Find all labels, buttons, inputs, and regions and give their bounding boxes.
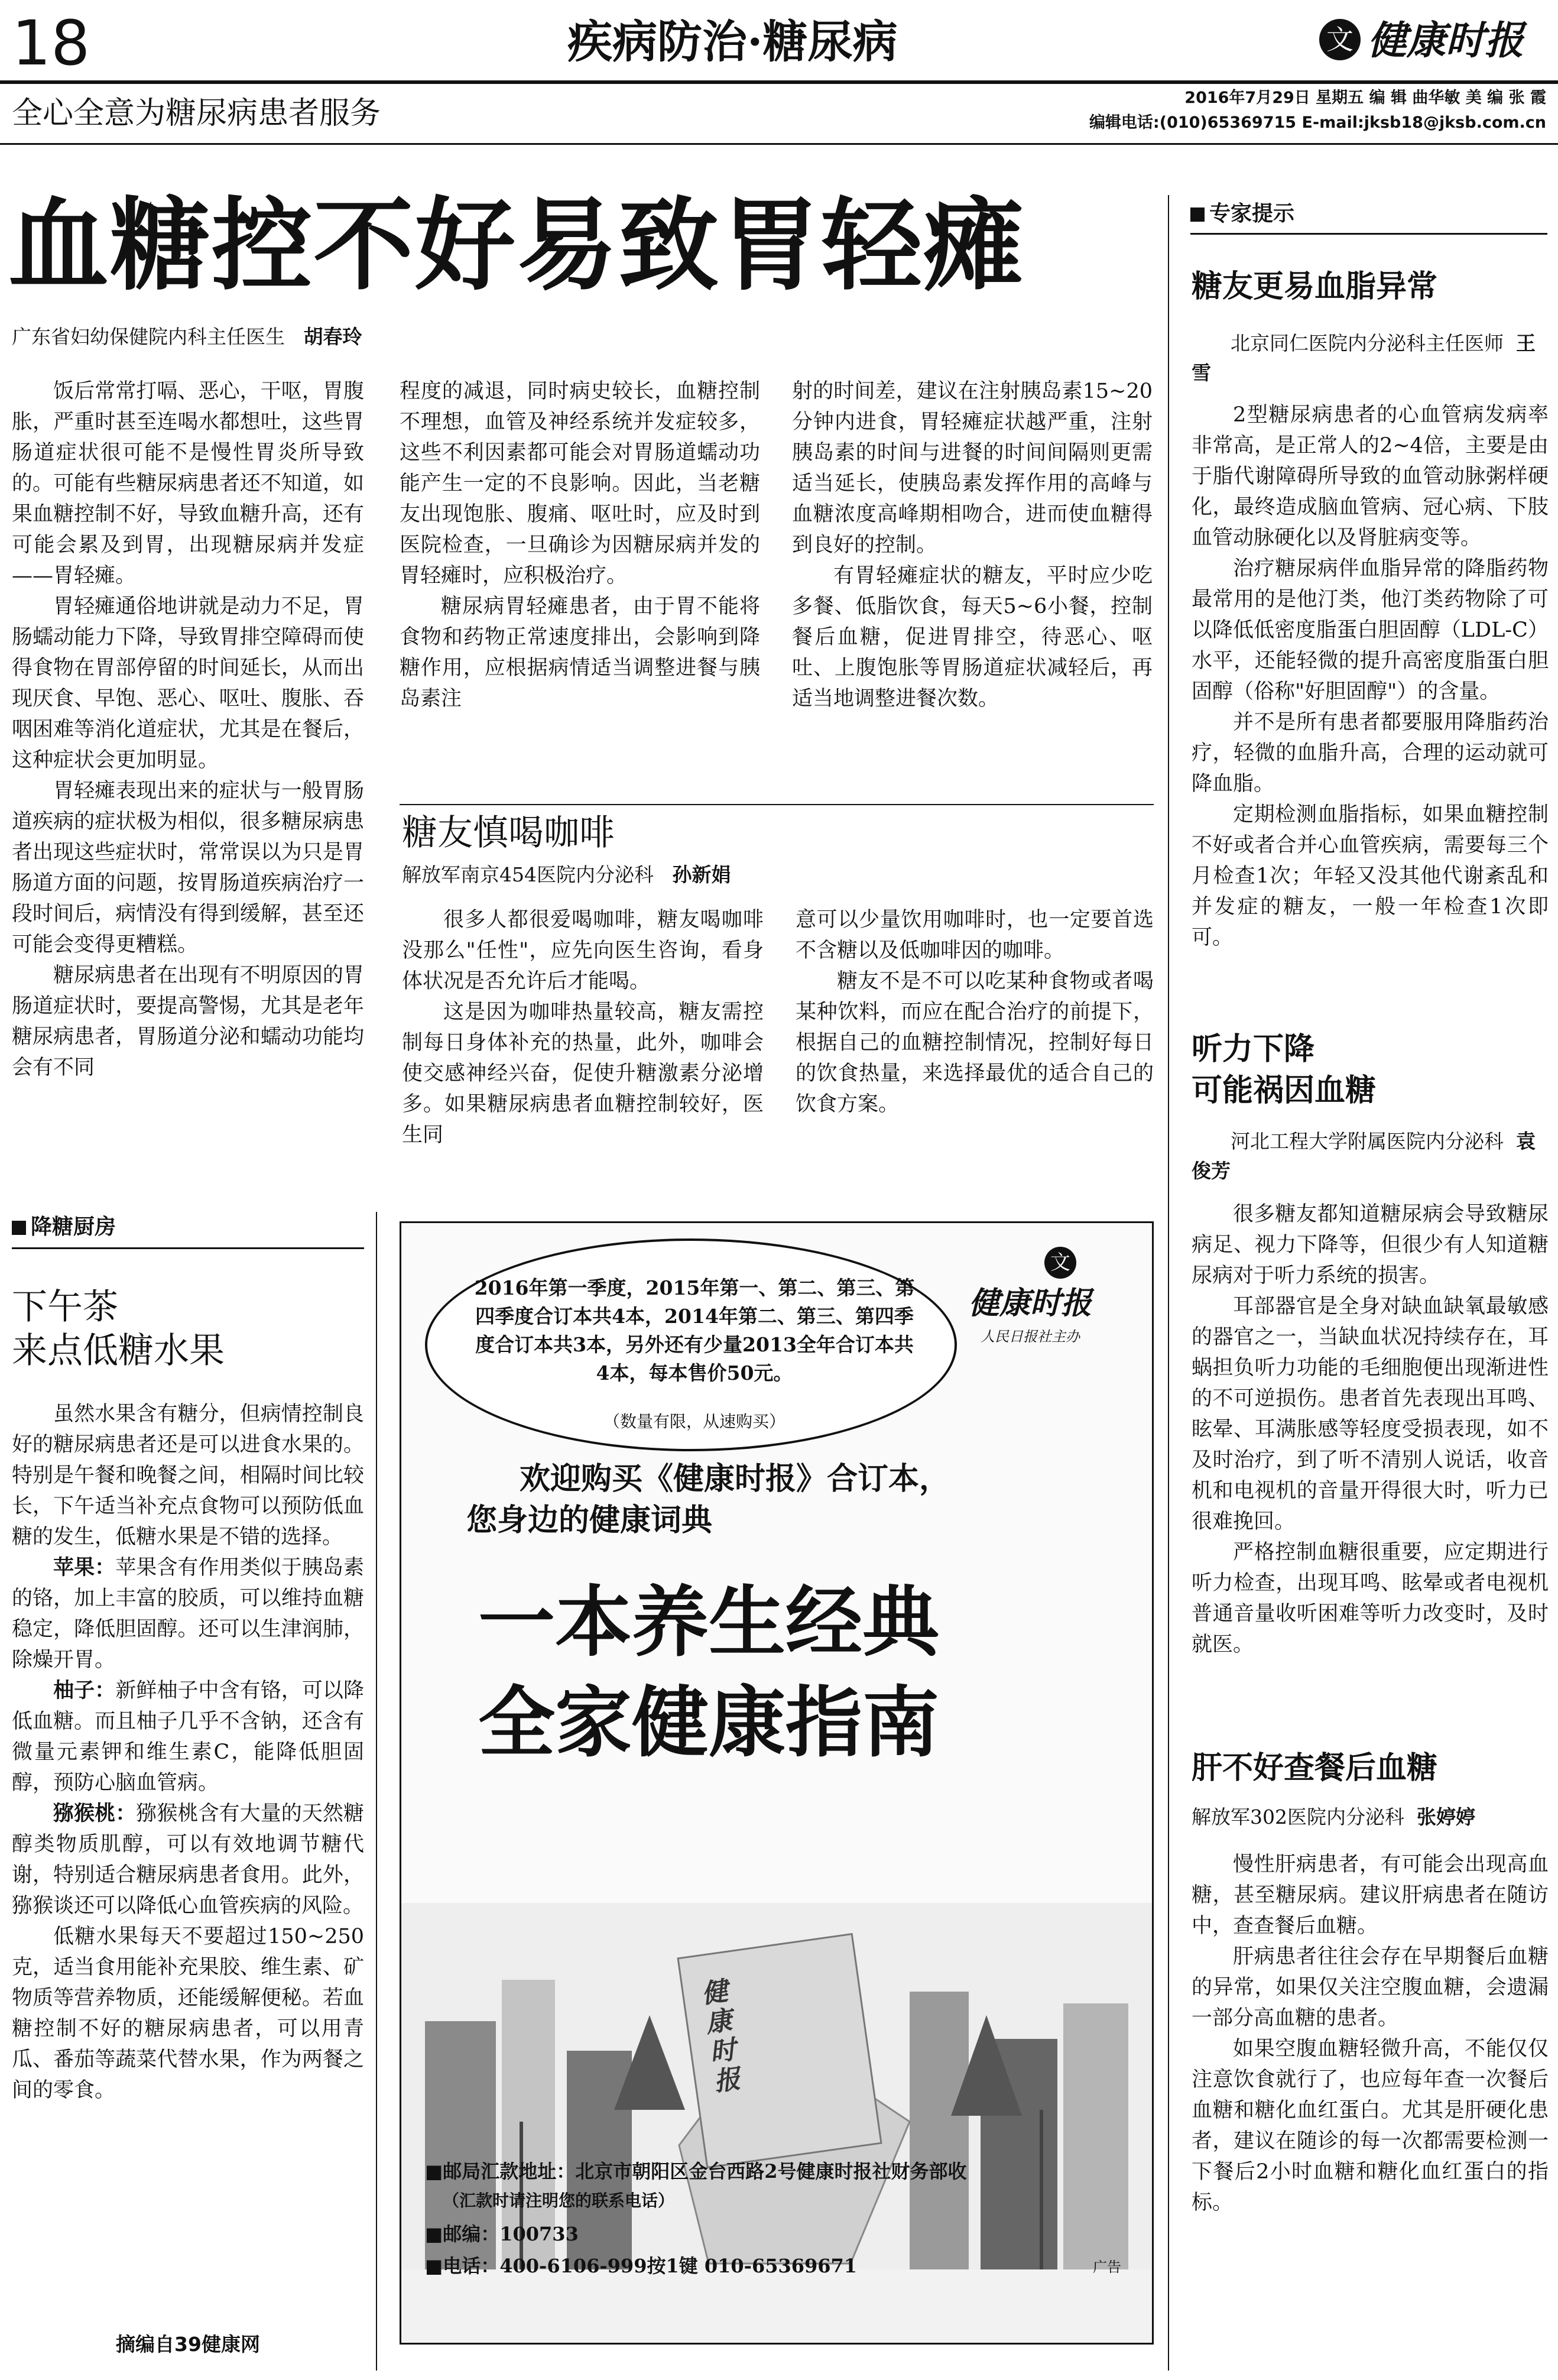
a3-affiliation: 解放军302医院内分泌科 <box>1192 1805 1404 1828</box>
ad-big-line2: 全家健康指南 <box>478 1677 940 1768</box>
ad-bubble-text: 2016年第一季度，2015年第一、第二、第三、第四季度合订本共4本，2014年第二、第三、第四季度合订本共3本，另外还有少量2013全年合订本共4本，每本售价50元。 <box>474 1276 915 1384</box>
coffee-para: 这是因为咖啡热量较高，糖友需控制每日身体补充的热量，此外，咖啡会使交感神经兴奋，促使升糖激素分泌增多。如果糖尿病患者血糖控制较好，医生同 <box>402 1000 764 1147</box>
a1-para: 2型糖尿病患者的心血管病发病率非常高，是正常人的2~4倍，主要是由于脂代谢障碍所导致的血管动脉粥样硬化，最终造成脑血管病、冠心病、下肢血管动脉硬化以及肾脏病变等。 <box>1192 403 1549 550</box>
lead-col-1 <box>12 376 364 1083</box>
coffee-col-2 <box>796 904 1154 1120</box>
lead-affiliation: 广东省妇幼保健院内科主任医生 <box>12 325 285 348</box>
issue-info: 2016年7月29日 星期五 编 辑 曲华敏 美 编 张 霞 <box>1184 89 1546 107</box>
kitchen-title-line2: 来点低糖水果 <box>12 1330 225 1371</box>
ad-address: ■邮局汇款地址：北京市朝阳区金台西路2号健康时报社财务部收 <box>425 2160 967 2183</box>
a2-author: 袁俊芳 <box>1192 1130 1536 1182</box>
coffee-title: 糖友慎喝咖啡 <box>402 812 615 854</box>
a3-para: 肝病患者往往会存在早期餐后血糖的异常，如果仅关注空腹血糖，会遗漏一部分高血糖的患者。 <box>1192 1945 1549 2030</box>
a3-para: 慢性肝病患者，有可能会出现高血糖，甚至糖尿病。建议肝病患者在随访中，查查餐后血糖。 <box>1192 1853 1549 1938</box>
slogan: 全心全意为糖尿病患者服务 <box>12 96 381 131</box>
ad-mark: 广告 <box>1093 2259 1121 2275</box>
ad-zip: ■邮编：100733 <box>425 2223 579 2245</box>
lead-headline: 血糖控不好易致胃轻瘫 <box>8 186 1025 304</box>
a2-title-line1: 听力下降 <box>1192 1032 1315 1067</box>
coffee-para: 意可以少量饮用咖啡时，也一定要首选不含糖以及低咖啡因的咖啡。 <box>796 908 1154 962</box>
expert-section-text: 专家提示 <box>1209 202 1295 226</box>
kitchen-section-label <box>12 1214 116 1240</box>
advertisement[interactable] <box>400 1221 1154 2345</box>
section-title: 疾病防治·糖尿病 <box>567 15 898 68</box>
ad-logo-sub: 人民日报社主办 <box>981 1328 1080 1345</box>
column-divider <box>1168 195 1169 2371</box>
masthead-bottom-rule <box>0 143 1558 145</box>
lead-author: 胡春玲 <box>303 325 362 348</box>
pomelo-label: 柚子： <box>53 1678 116 1703</box>
page-number: 18 <box>12 7 90 79</box>
contact-info: 编辑电话:(010)65369715 E-mail:jksb18@jksb.com.cn <box>1089 114 1546 132</box>
expert-section-label <box>1190 201 1294 227</box>
logo-emblem-icon: 文 <box>1319 19 1361 60</box>
kitchen-para-apple: 苹果：苹果含有作用类似于胰岛素的铬，加上丰富的胶质，可以维持血糖稳定，降低胆固醇。还可以生津润肺，除燥开胃。 <box>12 1555 364 1672</box>
a3-author: 张婷婷 <box>1416 1805 1475 1828</box>
lead-para: 程度的减退，同时病史较长，血糖控制不理想，血管及神经系统并发症较多，这些不利因素都可能会对胃肠道蠕动功能产生一定的不良影响。因此，当老糖友出现饱胀、腹痛、呕吐时，应及时到医院检查，一旦确诊为因糖尿病并发的胃轻瘫时，应积极治疗。 <box>400 380 760 588</box>
a1-para: 并不是所有患者都要服用降脂药治疗，轻微的血脂升高，合理的运动就可降血脂。 <box>1192 711 1549 796</box>
square-bullet-icon <box>12 1221 26 1235</box>
ad-bubble-note: （数量有限，从速购买） <box>603 1412 786 1431</box>
lead-byline <box>12 324 362 350</box>
lead-para: 糖尿病患者在出现有不明原因的胃肠道症状时，要提高警惕，尤其是老年糖尿病患者，胃肠道分泌和蠕动功能均会有不同 <box>12 964 364 1079</box>
a3-body <box>1192 1849 1549 2218</box>
lead-col-3 <box>792 376 1153 714</box>
expert-section-rule <box>1190 233 1547 235</box>
lead-para: 胃轻瘫表现出来的症状与一般胃肠道疾病的症状极为相似，很多糖尿病患者出现这些症状时，常常误以为只是胃肠道方面的问题，按胃肠道疾病治疗一段时间后，病情没有得到缓解，甚至还可能会变得更糟糕。 <box>12 779 364 956</box>
a2-para: 严格控制血糖很重要，应定期进行听力检查，出现耳鸣、眩晕或者电视机普通音量收听困难等听力改变时，及时就医。 <box>1192 1541 1549 1656</box>
ad-welcome-line1: 欢迎购买《健康时报》合订本， <box>520 1461 950 1497</box>
ad-welcome-line2: 您身边的健康词典 <box>466 1503 713 1538</box>
ad-big-line1: 一本养生经典 <box>478 1577 940 1667</box>
logo-text: 健康时报 <box>1368 17 1524 63</box>
a2-para: 耳部器官是全身对缺血缺氧最敏感的器官之一，当缺血状况持续存在，耳蜗担负听力功能的毛细胞便出现渐进性的不可逆损伤。患者首先表现出耳鸣、眩晕、耳满胀感等轻度受损表现，如不及时治疗，到了听不清别人说话，收音机和电视机的音量开得很大时，听力已很难挽回。 <box>1192 1295 1549 1533</box>
square-bullet-icon <box>1190 207 1205 222</box>
a1-para: 治疗糖尿病伴血脂异常的降脂药物最常用的是他汀类，他汀类药物除了可以降低低密度脂蛋白胆固醇（LDL-C）水平，还能轻微的提升高密度脂蛋白胆固醇（俗称"好胆固醇"）的含量。 <box>1192 557 1549 703</box>
lead-col-2 <box>400 376 760 714</box>
ad-address-note: （汇款时请注明您的联系电话） <box>443 2191 675 2210</box>
a1-para: 定期检测血脂指标，如果血糖控制不好或者合并心血管疾病，需要每三个月检查1次；年轻又没其他代谢紊乱和并发症的糖友，一般一年检查1次即可。 <box>1192 803 1549 949</box>
a1-author: 王 雪 <box>1192 332 1536 384</box>
kitchen-section-rule <box>12 1247 364 1249</box>
kitchen-para-pomelo: 柚子：新鲜柚子中含有铬，可以降低血糖。而且柚子几乎不含钠，还含有微量元素钾和维生素C，能降低胆固醇，预防心脑血管病。 <box>12 1678 364 1795</box>
a2-affiliation: 河北工程大学附属医院内分泌科 <box>1231 1130 1504 1153</box>
lead-para: 糖尿病胃轻瘫患者，由于胃不能将食物和药物正常速度排出，会影响到降糖作用，应根据病情适当调整进餐与胰岛素注 <box>400 595 760 711</box>
a2-title-line2: 可能祸因血糖 <box>1192 1073 1377 1108</box>
coffee-affiliation: 解放军南京454医院内分泌科 <box>402 863 654 886</box>
ad-logo-emblem-icon: 文 <box>1044 1247 1076 1279</box>
a1-body <box>1192 400 1549 953</box>
kitchen-title-line1: 下午茶 <box>12 1286 118 1328</box>
kitchen-para: 虽然水果含有糖分，但病情控制良好的糖尿病患者还是可以进食水果的。特别是午餐和晚餐之间，相隔时间比较长，下午适当补充点食物可以预防低血糖的发生，低糖水果是不错的选择。 <box>12 1402 364 1549</box>
column-divider <box>376 1212 377 2371</box>
kitchen-section-text: 降糖厨房 <box>31 1215 116 1239</box>
kiwi-label: 猕猴桃： <box>53 1801 137 1825</box>
a1-byline <box>1192 329 1549 388</box>
lead-para: 饭后常常打嗝、恶心，干呕，胃腹胀，严重时甚至连喝水都想吐，这些胃肠道症状很可能不是慢性胃炎所导致的。可能有些糖尿病患者还不知道，如果血糖控制不好，导致血糖升高，还有可能会累及到胃，出现糖尿病并发症——胃轻瘫。 <box>12 380 364 588</box>
coffee-top-rule <box>400 804 1154 805</box>
ad-logo-text: 健康时报 <box>969 1285 1092 1321</box>
a2-para: 很多糖友都知道糖尿病会导致糖尿病足、视力下降等，但很少有人知道糖尿病对于听力系统的损害。 <box>1192 1202 1549 1288</box>
lead-para: 有胃轻瘫症状的糖友，平时应少吃多餐、低脂饮食，每天5~6小餐，控制餐后血糖，促进胃排空，待恶心、呕吐、上腹饱胀等胃肠道症状减轻后，再适当地调整进餐次数。 <box>792 564 1153 711</box>
lead-para: 射的时间差，建议在注射胰岛素15~20分钟内进食，胃轻瘫症状越严重，注射胰岛素的时间与进餐的时间间隔则更需适当延长，使胰岛素发挥作用的高峰与血糖浓度高峰期相吻合，进而使血糖得到良好的控制。 <box>792 380 1153 557</box>
a1-title: 糖友更易血脂异常 <box>1192 269 1438 304</box>
ad-phone: ■电话：400-6106-999按1键 010-65369671 <box>425 2255 858 2277</box>
kitchen-body <box>12 1399 364 2106</box>
kitchen-para: 低糖水果每天不要超过150~250克，适当食用能补充果胶、维生素、矿物质等营养物质，还能缓解便秘。若血糖控制不好的糖尿病患者，可以用青瓜、番茄等蔬菜代替水果，作为两餐之间的零食。 <box>12 1925 364 2102</box>
lead-para: 胃轻瘫通俗地讲就是动力不足，胃肠蠕动能力下降，导致胃排空障碍而使得食物在胃部停留的时间延长，从而出现厌食、早饱、恶心、呕吐、腹胀、吞咽困难等消化道症状，尤其是在餐后，这种症状会更加明显。 <box>12 595 364 772</box>
coffee-byline <box>402 862 731 888</box>
ad-book-title: 健康时报 <box>699 1976 742 2097</box>
a3-title: 肝不好查餐后血糖 <box>1192 1750 1438 1786</box>
a1-affiliation: 北京同仁医院内分泌科主任医师 <box>1231 332 1504 355</box>
masthead-rule <box>0 80 1558 84</box>
ad-book-cover <box>677 1933 882 2168</box>
a2-body <box>1192 1199 1549 1660</box>
coffee-author: 孙新娟 <box>672 863 731 886</box>
kitchen-source: 摘编自39健康网 <box>116 2333 260 2356</box>
coffee-para: 糖友不是不可以吃某种食物或者喝某种饮料，而应在配合治疗的前提下，根据自己的血糖控制情况，控制好每日的饮食热量，来选择最优的适合自己的饮食方案。 <box>796 969 1154 1116</box>
a3-byline <box>1192 1804 1475 1830</box>
apple-label: 苹果： <box>53 1555 116 1580</box>
logo <box>1319 15 1544 66</box>
coffee-para: 很多人都很爱喝咖啡，糖友喝咖啡没那么"任性"，应先向医生咨询，看身体状况是否允许后才能喝。 <box>402 908 764 993</box>
a3-para: 如果空腹血糖轻微升高，不能仅仅注意饮食就行了，也应每年查一次餐后血糖和糖化血红蛋白。尤其是肝硬化患者，建议在随诊的每一次都需要检测一下餐后2小时血糖和糖化血红蛋白的指标。 <box>1192 2037 1549 2214</box>
a2-byline <box>1192 1127 1549 1186</box>
kitchen-para-kiwi: 猕猴桃：猕猴桃含有大量的天然糖醇类物质肌醇，可以有效地调节糖代谢，特别适合糖尿病患者食用。此外，猕猴谈还可以降低心血管疾病的风险。 <box>12 1801 364 1918</box>
coffee-col-1 <box>402 904 764 1150</box>
